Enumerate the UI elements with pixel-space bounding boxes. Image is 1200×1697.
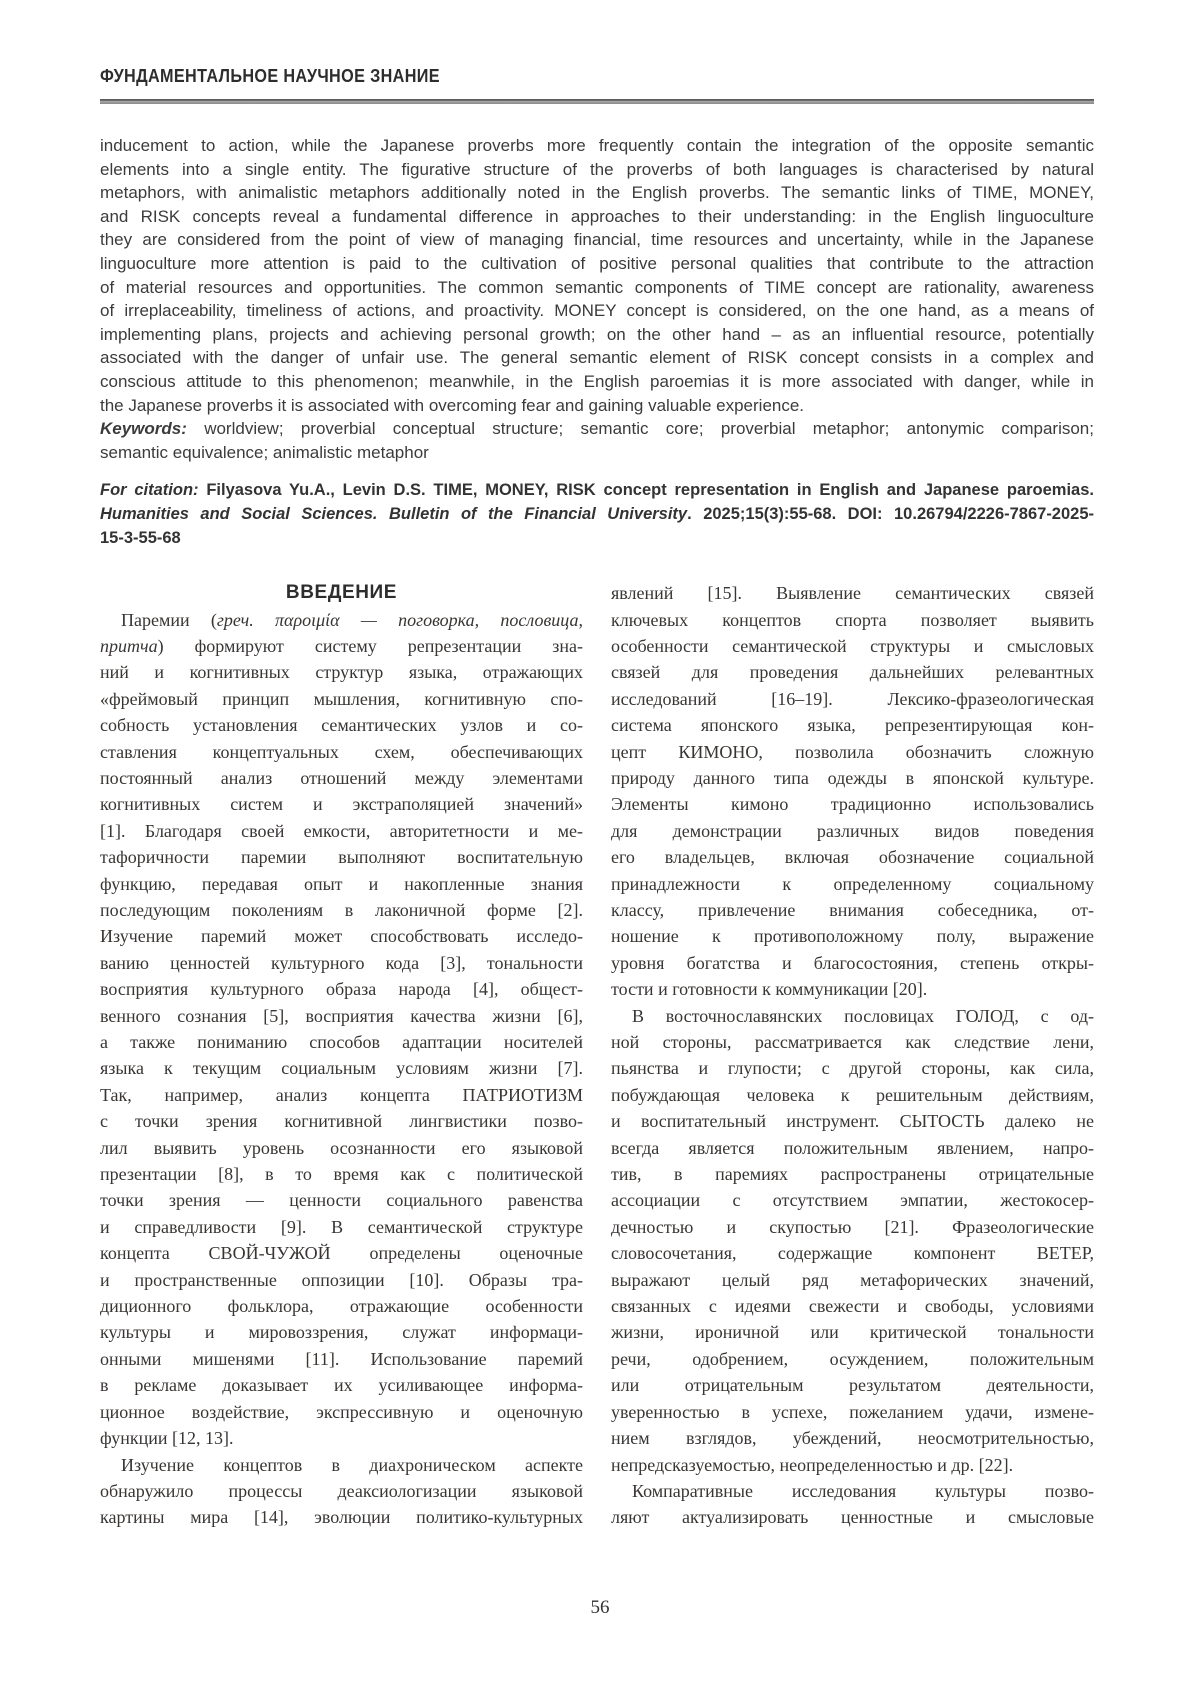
text-line: linguoculture more attention is paid to the cultivation of positive personal qualities that contribute to the attraction <box>100 253 1094 273</box>
text-line: Изучение паремий может способствовать исследо- <box>100 926 583 947</box>
text-line: или отрицательным результатом деятельности, <box>611 1375 1094 1396</box>
text-line: elements into a single entity. The figurative structure of the proverbs of both languages is characterised by natural <box>100 159 1094 179</box>
text-line: онными мишенями [11]. Использование паремий <box>100 1348 583 1369</box>
text-line: исследований [16–19]. Лексико-фразеологическая <box>611 688 1094 709</box>
text-line: лил выявить уровень осознанности его языковой <box>100 1137 583 1158</box>
page-number: 56 <box>590 1597 610 1618</box>
text-line: особенности семантической структуры и смысловых <box>611 635 1094 656</box>
text-line: речи, одобрением, осуждением, положительным <box>611 1348 1094 1369</box>
right-column <box>611 580 1094 1531</box>
text-line: ванию ценностей культурного кода [3], тональности <box>100 952 583 973</box>
header-rule <box>100 99 1094 104</box>
text-line: концепта СВОЙ-ЧУЖОЙ определены оценочные <box>100 1243 583 1264</box>
text-line: с точки зрения когнитивной лингвистики позво- <box>100 1111 583 1132</box>
abstract-text <box>100 134 1094 464</box>
text-line: уровня богатства и благосостояния, степень откры- <box>611 952 1094 973</box>
text-line: непредсказуемостью, неопределенностью и др. [22]. <box>611 1454 1014 1475</box>
text-line: inducement to action, while the Japanese proverbs more frequently contain the integration of the opposite semantic <box>100 136 1094 155</box>
running-head: ФУНДАМЕНТАЛЬНОЕ НАУЧНОЕ ЗНАНИЕ <box>100 66 440 86</box>
text-line: природу данного типа одежды в японской культуре. <box>611 767 1094 788</box>
text-line: классу, привлечение внимания собеседника, от- <box>611 899 1094 920</box>
text-line: восприятия культурного образа народа [4], общест- <box>100 979 583 1000</box>
text-line: Так, например, анализ концепта ПАТРИОТИЗМ <box>100 1084 583 1105</box>
text-line: картины мира [14], эволюции политико-культурных <box>100 1507 583 1528</box>
text-line: ний и когнитивных структур языка, отражающих <box>100 662 583 683</box>
text-line: ассоциации с отсутствием эмпатии, жестокосер- <box>611 1190 1094 1211</box>
text-line: постоянный анализ отношений между элементами <box>100 767 583 788</box>
text-line: Humanities and Social Sciences. Bulletin of the Financial University. 2025;15(3):55-68. DOI: 10.26794/2226-7867-2025- <box>100 504 1095 523</box>
text-line: Паремии (греч. παροιμία — поговорка, пословица, <box>121 609 583 630</box>
text-line: презентации [8], в то время как с политической <box>100 1164 583 1185</box>
text-line: принадлежности к определенному социальному <box>611 873 1094 894</box>
text-line: ключевых концептов спорта позволяет выявить <box>611 609 1094 630</box>
text-line: В восточнославянских пословицах ГОЛОД, с од- <box>632 1005 1094 1026</box>
text-line: языка к текущим социальным условиям жизни [7]. <box>100 1058 583 1079</box>
text-line: выражают целый ряд метафорических значений, <box>611 1269 1094 1290</box>
text-line: conscious attitude to this phenomenon; meanwhile, in the English paroemias it is more associated with danger, while in <box>100 371 1094 391</box>
text-line: тив, в паремиях распространены отрицательные <box>611 1164 1094 1185</box>
text-line: система японского языка, репрезентирующая кон- <box>611 715 1094 736</box>
text-line: [1]. Благодаря своей емкости, авторитетности и ме- <box>100 820 583 841</box>
text-line: а также пониманию способов адаптации носителей <box>100 1032 583 1052</box>
text-line: словосочетания, содержащие компонент ВЕТЕР, <box>611 1243 1094 1264</box>
right-column-text <box>611 580 1094 1531</box>
text-line: диционного фольклора, отражающие особенности <box>100 1296 583 1317</box>
left-column-text <box>100 607 583 1531</box>
text-line: semantic equivalence; animalistic metaphor <box>100 442 429 462</box>
text-line: уверенностью в успехе, пожеланием удачи, измене- <box>611 1401 1094 1422</box>
text-line: точки зрения — ценности социального равенства <box>100 1190 583 1211</box>
text-line: «фреймовый принцип мышления, когнитивную спо- <box>100 688 583 709</box>
text-line: Изучение концептов в диахроническом аспекте <box>121 1454 583 1475</box>
text-line: ционное воздействие, экспрессивную и оценочную <box>100 1401 583 1422</box>
text-line: явлений [15]. Выявление семантических связей <box>611 583 1094 604</box>
text-line: собность установления семантических узлов и со- <box>100 715 583 736</box>
text-line: of irreplaceability, timeliness of actions, and proactivity. MONEY concept is considered, on the one hand, as a means of <box>100 301 1094 321</box>
text-line: For citation: Filyasova Yu.A., Levin D.S. TIME, MONEY, RISK concept representation in English and Japanese paroemias. <box>100 481 1094 500</box>
text-line: пьянства и глупости; с другой стороны, как сила, <box>611 1058 1094 1079</box>
text-line: дечностью и скупостью [21]. Фразеологические <box>611 1216 1094 1237</box>
text-line: the Japanese proverbs it is associated with overcoming fear and gaining valuable experience. <box>100 395 805 415</box>
introduction-section <box>100 580 1094 1531</box>
text-line: ставления концептуальных схем, обеспечивающих <box>100 741 583 762</box>
text-line: нием взглядов, убеждений, неосмотрительностью, <box>611 1428 1094 1449</box>
text-line: of material resources and opportunities. The common semantic components of TIME concept are rationality, awareness <box>100 277 1094 297</box>
text-line: всегда является положительным явлением, напро- <box>611 1137 1094 1158</box>
text-line: функцию, передавая опыт и накопленные знания <box>100 873 583 894</box>
text-line: последующим поколениям в лаконичной форме [2]. <box>100 899 583 920</box>
text-line: когнитивных систем и экстраполяцией значений» <box>100 794 583 815</box>
text-line: 15-3-55-68 <box>100 528 181 547</box>
text-line: implementing plans, projects and achieving personal growth; on the other hand – as an influential resource, potentially <box>100 324 1094 344</box>
text-line: и справедливости [9]. В семантической структуре <box>100 1216 583 1237</box>
text-line: metaphors, with animalistic metaphors additionally noted in the English proverbs. The semantic links of TIME, MONEY, <box>100 183 1094 203</box>
text-line: they are considered from the point of view of managing financial, time resources and uncertainty, while in the Japanese <box>100 230 1094 250</box>
text-line: associated with the danger of unfair use. The general semantic element of RISK concept consists in a complex and <box>100 348 1094 368</box>
text-line: Компаративные исследования культуры позво- <box>632 1480 1094 1501</box>
text-line: связанных с идеями свежести и свободы, условиями <box>611 1296 1094 1317</box>
text-line: и пространственные оппозиции [10]. Образы тра- <box>100 1269 583 1290</box>
introduction-heading: ВВЕДЕНИЕ <box>285 582 398 604</box>
text-line: ляют актуализировать ценностные и смысловые <box>611 1507 1094 1528</box>
text-line: в рекламе доказывает их усиливающее информа- <box>100 1375 583 1396</box>
text-line: его владельцев, включая обозначение социальной <box>611 847 1094 868</box>
text-line: тости и готовности к коммуникации [20]. <box>611 979 928 1000</box>
text-line: тафоричности паремии выполняют воспитательную <box>100 847 583 868</box>
citation-block <box>100 479 1094 550</box>
text-line: ной стороны, рассматривается как следствие лени, <box>611 1032 1094 1052</box>
text-line: побуждающая человека к решительным действиям, <box>611 1084 1094 1105</box>
text-line: Элементы кимоно традиционно использовались <box>611 794 1094 815</box>
text-line: цепт КИМОНО, позволила обозначить сложную <box>611 741 1094 762</box>
text-line: жизни, ироничной или критической тональности <box>611 1322 1094 1343</box>
text-line: для демонстрации различных видов поведения <box>611 820 1094 841</box>
text-line: and RISK concepts reveal a fundamental difference in approaches to their understanding: in the English linguoculture <box>100 206 1094 226</box>
left-column <box>100 580 583 1531</box>
text-line: венного сознания [5], восприятия качества жизни [6], <box>100 1005 583 1026</box>
text-line: функции [12, 13]. <box>100 1428 234 1449</box>
text-line: обнаружило процессы деаксиологизации языковой <box>100 1480 583 1501</box>
text-line: ношение к противоположному полу, выражение <box>611 926 1094 947</box>
text-line: связей для проведения дальнейших релевантных <box>611 662 1094 683</box>
text-line: культуры и мировоззрения, служат информаци- <box>100 1322 583 1343</box>
text-line: притча) формируют систему репрезентации зна- <box>100 635 583 656</box>
text-line: и воспитательный инструмент. СЫТОСТЬ далеко не <box>611 1111 1094 1132</box>
text-line: Keywords: worldview; proverbial conceptual structure; semantic core; proverbial metaphor; antonymic comparison; <box>100 419 1094 439</box>
